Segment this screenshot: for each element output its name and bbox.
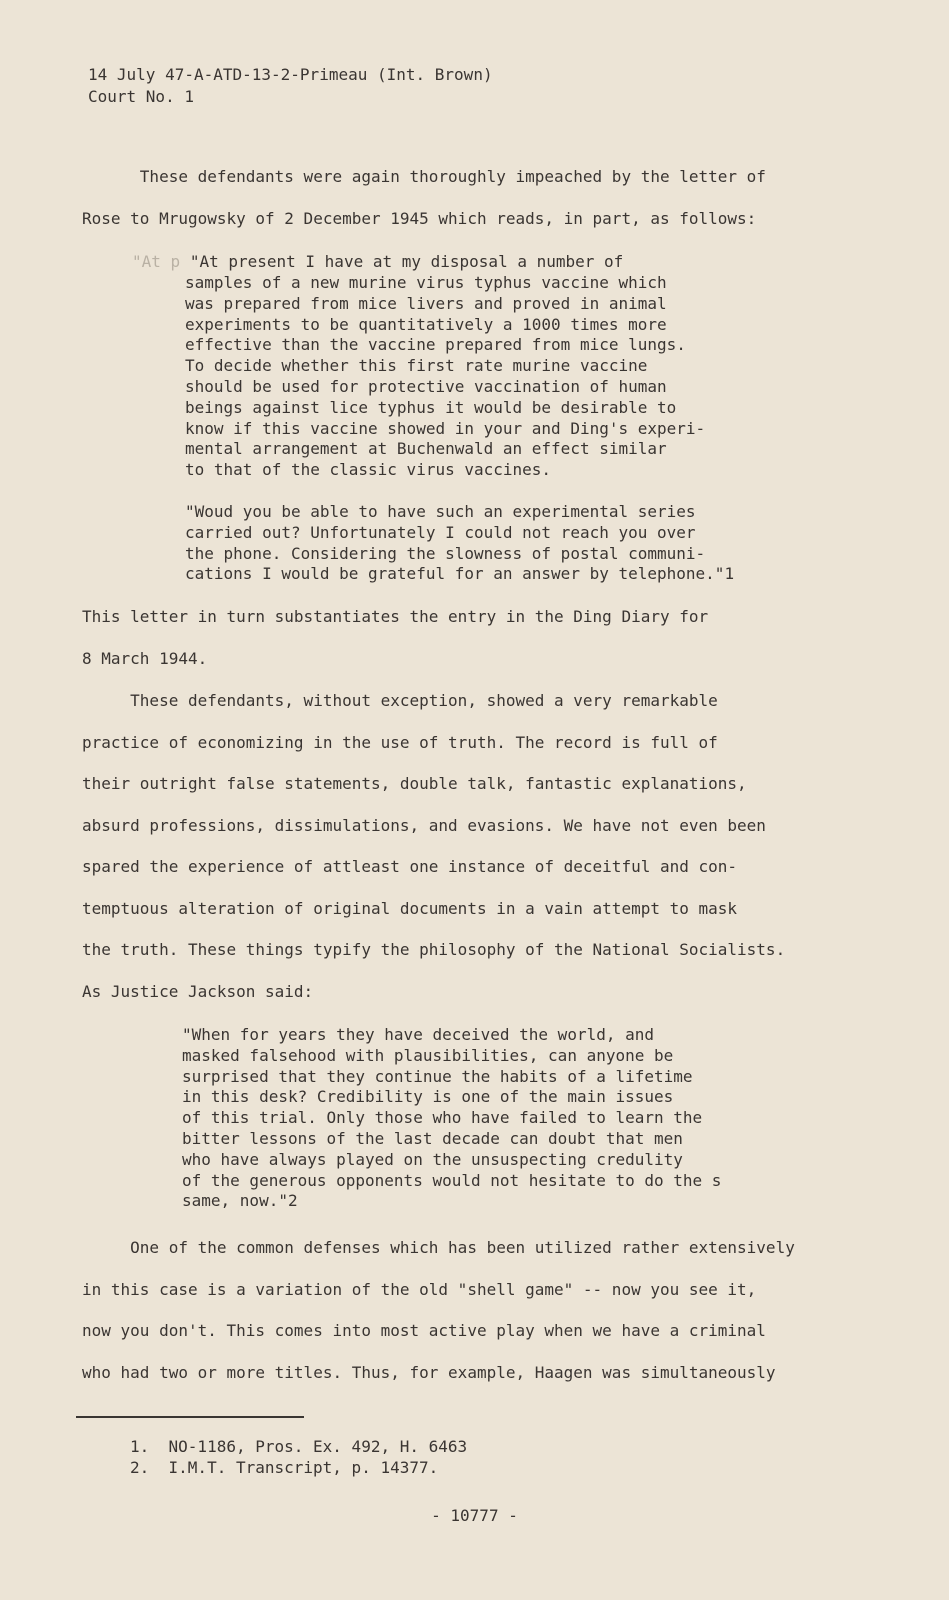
quote-line: same, now."2: [182, 1191, 298, 1211]
quote-line: to that of the classic virus vaccines.: [185, 460, 552, 480]
text-line: the truth. These things typify the philosophy of the National Socialists.: [82, 940, 786, 959]
text-line: Rose to Mrugowsky of 2 December 1945 which reads, in part, as follows:: [82, 208, 757, 228]
page-number: - 10777 -: [431, 1506, 518, 1525]
text-line: 8 March 1944.: [82, 648, 208, 668]
header-court-line: Court No. 1: [88, 87, 194, 106]
header-date-line: 14 July 47-A-ATD-13-2-Primeau (Int. Brown): [88, 65, 493, 84]
text-line: absurd professions, dissimulations, and evasions. We have not even been: [82, 815, 766, 835]
text-line: spared the experience of attleast one instance of deceitful and con-: [82, 857, 738, 876]
quote-line: "Woud you be able to have such an experimental series: [185, 502, 696, 521]
quote-line: of this trial. Only those who have failed to learn the: [182, 1108, 703, 1128]
quote-rose-letter: [132, 252, 623, 273]
text-line: their outright false statements, double talk, fantastic explanations,: [82, 774, 747, 793]
paragraph-impeached: [82, 162, 842, 245]
paragraph-shell-game: [82, 1233, 842, 1399]
quote-line: the phone. Considering the slowness of postal communi-: [185, 543, 706, 563]
paragraph-ding-diary: [82, 602, 842, 685]
quote-line: experiments to be quantitatively a 1000 times more: [185, 314, 667, 334]
quote-line: To decide whether this first rate murine vaccine: [185, 356, 648, 376]
text-line: who had two or more titles. Thus, for example, Haagen was simultaneously: [82, 1362, 776, 1382]
quote-line: know if this vaccine showed in your and Ding's experi-: [185, 418, 706, 438]
quote-line: who have always played on the unsuspecting credulity: [182, 1149, 683, 1169]
quote-line: bitter lessons of the last decade can doubt that men: [182, 1128, 683, 1148]
quote-line: "When for years they have deceived the world, and: [182, 1025, 655, 1044]
quote-line: in this desk? Credibility is one of the main issues: [182, 1087, 674, 1107]
quote-line: should be used for protective vaccination of human: [185, 376, 667, 396]
quote-line: was prepared from mice livers and proved in animal: [185, 293, 667, 313]
footnote: 2. I.M.T. Transcript, p. 14377.: [130, 1458, 439, 1477]
quote-rose-letter-body: [185, 273, 705, 481]
quote-line: carried out? Unfortunately I could not reach you over: [185, 522, 696, 542]
quote-line: masked falsehood with plausibilities, can anyone be: [182, 1045, 674, 1065]
text-line: now you don't. This comes into most active play when we have a criminal: [82, 1321, 766, 1340]
text-line: As Justice Jackson said:: [82, 981, 314, 1001]
footnotes: [130, 1436, 467, 1478]
quote-line: samples of a new murine virus typhus vaccine which: [185, 273, 667, 292]
paragraph-economizing-truth: [82, 686, 842, 1018]
quote-line: mental arrangement at Buchenwald an effect similar: [185, 439, 667, 459]
quote-rose-letter-request: [185, 502, 734, 585]
text-line: These defendants were again thoroughly impeached by the letter of: [82, 167, 766, 186]
quote-line: "At present I have at my disposal a number of: [189, 252, 624, 271]
quote-justice-jackson: [182, 1025, 721, 1212]
text-line: This letter in turn substantiates the entry in the Ding Diary for: [82, 607, 709, 626]
quote-line: beings against lice typhus it would be desirable to: [185, 397, 677, 417]
document-header: [88, 64, 493, 108]
overstrike-ghost: "At p: [132, 252, 181, 271]
quote-line: effective than the vaccine prepared from mice lungs.: [185, 335, 686, 355]
text-line: practice of economizing in the use of truth. The record is full of: [82, 732, 718, 752]
text-line: One of the common defenses which has been utilized rather extensively: [82, 1238, 795, 1257]
footnote: 1. NO-1186, Pros. Ex. 492, H. 6463: [130, 1437, 468, 1456]
text-line: temptuous alteration of original documents in a vain attempt to mask: [82, 898, 738, 918]
text-line: in this case is a variation of the old "shell game" -- now you see it,: [82, 1279, 757, 1299]
quote-line: of the generous opponents would not hesitate to do the s: [182, 1170, 722, 1190]
quote-line: cations I would be grateful for an answer by telephone."1: [185, 564, 735, 584]
text-line: These defendants, without exception, showed a very remarkable: [82, 691, 718, 710]
footnote-divider: [76, 1416, 304, 1418]
quote-line: surprised that they continue the habits of a lifetime: [182, 1066, 693, 1086]
